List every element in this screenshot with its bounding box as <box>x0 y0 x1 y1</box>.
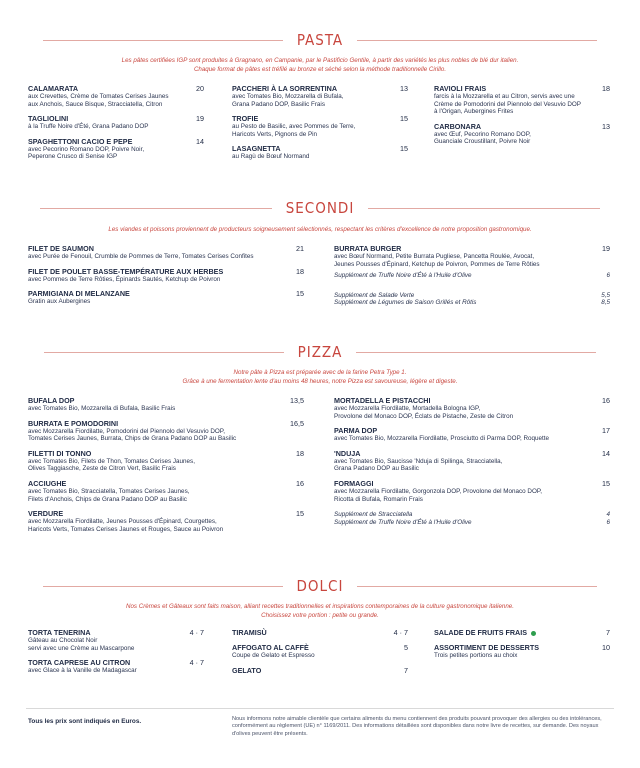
menu-item-name: RAVIOLI FRAIS <box>434 84 487 93</box>
menu-item <box>232 666 408 675</box>
divider <box>44 352 284 353</box>
menu-item-price: 5 <box>404 643 408 652</box>
divider <box>368 208 600 209</box>
menu-item-description: aux Crevettes, Crème de Tomates Cerises Jaunes aux Anchois, Sauce Bisque, Stracciatella, Citron <box>28 93 169 108</box>
menu-item <box>232 144 408 161</box>
pasta-intro: Les pâtes certifiées IGP sont produites à Gragnano, en Campanie, par le Pastificio Gentile, à partir des variétés les plus nobles de blé dur italien. Chaque format de pâtes est tréfilé au bronze et séché selon la méthode traditionnelle Cirillo. <box>121 57 519 73</box>
menu-item-description: avec Bœuf Normand, Petite Burrata Pugliese, Pancetta Roulée, Avocat, Jeunes Pousses d'Épinard, Ketchup de Poivron, Pommes de Terre Rôties <box>334 253 540 268</box>
menu-item-name: FILET DE POULET BASSE-TEMPÉRATURE AUX HERBES <box>28 266 224 276</box>
dolci-col-1 <box>28 628 204 681</box>
menu-item-description: avec Tomates Bio, Saucisse 'Nduja di Spilinga, Stracciatella, Grana Padano DOP au Basilic <box>334 457 503 473</box>
menu-item-name: FORMAGGI <box>334 478 374 488</box>
menu-item-name: LASAGNETTA <box>232 144 281 154</box>
prices-note: Tous les prix sont indiqués en Euros. <box>28 718 142 725</box>
menu-item-price: 10 <box>602 643 610 652</box>
secondi-intro: Les viandes et poissons proviennent de producteurs soigneusement sélectionnés, respectant les critères d'excellence de notre proposition gastronomique. <box>108 226 532 233</box>
footer-divider <box>26 708 614 709</box>
menu-item-price: 19 <box>196 114 204 124</box>
menu-item-description: avec Œuf, Pecorino Romano DOP, Guanciale Croustillant, Poivre Noir <box>434 130 531 146</box>
menu-item-name: SALADE DE FRUITS FRAIS <box>434 628 610 637</box>
dolci-section-header <box>0 576 640 596</box>
menu-item-price: 7 <box>606 628 610 637</box>
menu-item <box>334 396 610 420</box>
menu-item-price: 13 <box>602 121 610 131</box>
menu-item-description: avec Mozzarella Fiordilatte, Gorgonzola DOP, Provolone del Monaco DOP, Ricotta di Bufala, Romarin Frais <box>334 487 543 503</box>
menu-item-description: avec Tomates Bio, Stracciatella, Tomates Cerises Jaunes, Filets d'Anchois, Chips de Grana Padano DOP au Basilic <box>28 487 190 503</box>
pasta-col-2 <box>232 84 408 167</box>
divider <box>357 586 597 587</box>
supplement-row: Supplément de Truffe Noire d'Été à l'Huile d'Olive 6 <box>334 272 610 280</box>
supplement-row: Supplément de Truffe Noire d'Été à l'Huile d'Olive 6 <box>334 518 610 526</box>
menu-item-price: 20 <box>196 84 204 93</box>
menu-item-name: ACCIUGHE <box>28 478 67 488</box>
secondi-col-1 <box>28 244 304 312</box>
menu-item <box>232 628 408 637</box>
menu-item-price: 4 · 7 <box>189 658 204 668</box>
menu-item <box>28 449 304 473</box>
dolci-col-2 <box>232 628 408 681</box>
menu-item-description: avec Tomates Bio, Filets de Thon, Tomates Cerises Jaunes, Olives Taggiasche, Zeste de Citron Vert, Basilic Frais <box>28 457 195 473</box>
menu-item-price: 16,5 <box>290 418 304 428</box>
menu-item-price: 16 <box>296 478 304 488</box>
menu-item-price: 15 <box>296 289 304 299</box>
divider <box>40 208 272 209</box>
menu-item-name: CALAMARATA <box>28 84 79 93</box>
menu-item-name: BUFALA DOP <box>28 396 75 405</box>
menu-item-price: 13,5 <box>290 396 304 405</box>
menu-item <box>28 244 304 261</box>
menu-item-price: 18 <box>296 266 304 276</box>
secondi-col-2 <box>334 244 610 307</box>
divider <box>357 40 597 41</box>
section-title-pasta: PASTA <box>296 31 344 49</box>
section-title-secondi: SECONDI <box>285 199 355 217</box>
menu-item-price: 4 · 7 <box>393 628 408 637</box>
menu-item-name: SPAGHETTONI CACIO E PEPE <box>28 136 133 146</box>
menu-item-description: à la Truffe Noire d'Été, Grana Padano DOP <box>28 123 149 131</box>
menu-item-description: avec Glace à la Vanille de Madagascar <box>28 667 137 675</box>
menu-item-name: 'NDUJA <box>334 448 361 458</box>
menu-item <box>28 628 204 652</box>
menu-item-name: AFFOGATO AL CAFFÈ <box>232 643 309 652</box>
divider <box>43 586 283 587</box>
menu-item-description: avec Mozzarella Fiordilatte, Mortadella Bologna IGP, Provolone del Monaco DOP, Éclats de Pistache, Zeste de Citron <box>334 405 514 420</box>
menu-item-name: CARBONARA <box>434 121 482 131</box>
pizza-section-header <box>0 342 640 362</box>
menu-item-price: 18 <box>602 84 610 93</box>
menu-item-description: au Ragù de Bœuf Normand <box>232 153 310 161</box>
menu-item-description: avec Mozzarella Fiordilatte, Pomodorini del Piennolo del Vesuvio DOP, Tomates Cerises Jaunes, Burrata, Chips de Grana Padano DOP au Basilic <box>28 427 237 443</box>
menu-item-name: BURRATA BURGER <box>334 244 402 253</box>
menu-item-name: TORTA CAPRESE AU CITRON <box>28 658 131 668</box>
menu-item-price: 15 <box>400 114 408 124</box>
pasta-col-3 <box>434 84 610 152</box>
menu-item-description: avec Tomates Bio, Mozzarella Fiordilatte, Prosciutto di Parma DOP, Roquette <box>334 435 550 443</box>
menu-item-price: 14 <box>602 448 610 458</box>
menu-item-price: 15 <box>602 478 610 488</box>
menu-item-name: GELATO <box>232 665 262 675</box>
menu-item <box>232 114 408 138</box>
menu-item-name: TIRAMISÙ <box>232 628 267 637</box>
menu-item <box>28 137 204 161</box>
menu-item-name: FILETTI DI TONNO <box>28 448 92 458</box>
supplement-row: Supplément de Légumes de Saison Grillés et Rôtis 8,5 <box>334 299 610 307</box>
menu-item <box>434 122 610 146</box>
allergens-note: Nous informons notre aimable clientèle que certains aliments du menu contiennent des produits pouvant provoquer des allergies ou des intolérances, conformément au règlement (UE) n° 1169/2011. Des informations détaillées sont disponibles dans notre livre de recettes, sur demande. Des noyaux d'olives peuvent être présents. <box>232 716 602 737</box>
menu-item-name: PARMIGIANA DI MELANZANE <box>28 289 130 299</box>
menu-item-description: Gâteau au Chocolat Noir servi avec une Crème au Mascarpone <box>28 637 135 652</box>
menu-item-name: ASSORTIMENT DE DESSERTS <box>434 643 540 652</box>
menu-item-description: au Pesto de Basilic, avec Pommes de Terre, Haricots Verts, Pignons de Pin <box>232 123 356 138</box>
menu-item-description: avec Pommes de Terre Rôties, Épinards Sautés, Ketchup de Poivron <box>28 275 221 283</box>
menu-item <box>334 449 610 473</box>
supplement-row: Supplément de Salade Verte 5,5 <box>334 291 610 299</box>
menu-item-name: TROFIE <box>232 114 259 124</box>
secondi-section-header <box>0 198 640 218</box>
menu-item-price: 18 <box>296 448 304 458</box>
divider <box>356 352 596 353</box>
menu-item-description: avec Tomates Bio, Mozzarella di Bufala, Basilic Frais <box>28 405 176 412</box>
menu-item <box>28 289 304 306</box>
menu-item <box>434 643 610 660</box>
section-title-pizza: PIZZA <box>297 343 343 361</box>
menu-item <box>28 267 304 284</box>
vegan-dot-icon <box>531 631 536 636</box>
menu-item <box>28 479 304 503</box>
menu-item <box>28 396 304 413</box>
menu-item-name: BURRATA E POMODORINI <box>28 418 119 428</box>
supplement-row: Supplément de Stracciatella 4 <box>334 511 610 519</box>
menu-item-description: avec Tomates Bio, Mozzarella di Bufala, Grana Padano DOP, Basilic Frais <box>232 93 344 108</box>
menu-item-name: MORTADELLA E PISTACCHI <box>334 396 431 405</box>
menu-item <box>334 426 610 443</box>
menu-item-price: 15 <box>400 144 408 154</box>
menu-item-price: 16 <box>602 396 610 405</box>
menu-item-name: TORTA TENERINA <box>28 628 91 637</box>
menu-item <box>28 84 204 108</box>
menu-item-price: 17 <box>602 426 610 436</box>
menu-item <box>28 114 204 131</box>
menu-item-price: 7 <box>404 665 408 675</box>
menu-item-name: PACCHERI À LA SORRENTINA <box>232 84 338 93</box>
menu-item-name: VERDURE <box>28 509 64 519</box>
menu-item-description: avec Pecorino Romano DOP, Poivre Noir, Peperone Crusco di Senise IGP <box>28 145 145 161</box>
section-title-dolci: DOLCI <box>296 577 344 595</box>
menu-item <box>28 509 304 533</box>
menu-item-description: Coupe de Gelato et Espresso <box>232 652 315 659</box>
menu-item-description: avec Purée de Fenouil, Crumble de Pommes de Terre, Tomates Cerises Confites <box>28 253 254 260</box>
pasta-col-1 <box>28 84 204 167</box>
menu-item <box>28 419 304 443</box>
menu-item-name: PARMA DOP <box>334 426 378 436</box>
menu-item-price: 14 <box>196 136 204 146</box>
pizza-col-1 <box>28 396 304 539</box>
menu-item-name: TAGLIOLINI <box>28 114 69 124</box>
menu-item-price: 13 <box>400 84 408 93</box>
menu-item-name: FILET DE SAUMON <box>28 244 94 253</box>
menu-item-description: avec Mozzarella Fiordilatte, Jeunes Pousses d'Épinard, Courgettes, Haricots Verts, Tomates Cerises Jaunes et Rouges, Sauce au Poivron <box>28 518 224 533</box>
menu-item-price: 19 <box>602 244 610 253</box>
pizza-intro: Notre pâte à Pizza est préparée avec de la farine Petra Type 1. Grâce à une fermentation lente d'au moins 48 heures, notre Pizza est savoureuse, légère et digeste. <box>182 369 458 385</box>
menu-item <box>334 244 610 268</box>
menu-item-price: 21 <box>296 244 304 253</box>
menu-item-description: Trois petites portions au choix <box>434 652 518 659</box>
menu-item-description: Gratin aux Aubergines <box>28 298 91 306</box>
dolci-col-3 <box>434 628 610 666</box>
menu-item <box>232 84 408 108</box>
menu-item <box>28 658 204 675</box>
menu-item <box>334 479 610 503</box>
menu-item <box>232 643 408 660</box>
pasta-section-header <box>0 30 640 50</box>
menu-item-price: 15 <box>296 509 304 519</box>
divider <box>43 40 283 41</box>
menu-item-price: 4 · 7 <box>189 628 204 637</box>
dolci-intro: Nos Crèmes et Gâteaux sont faits maison, alliant recettes traditionnelles et inspirations contemporaines de la culture gastronomique italienne. Choisissez votre portion : petite ou grande. <box>126 603 514 619</box>
menu-item <box>434 628 610 637</box>
menu-item <box>434 84 610 116</box>
pizza-col-2 <box>334 396 610 526</box>
menu-item-description: farcis à la Mozzarella et au Citron, servis avec une Crème de Pomodorini del Piennolo del Vesuvio DOP à l'Origan, Aubergines Frites <box>434 93 582 116</box>
